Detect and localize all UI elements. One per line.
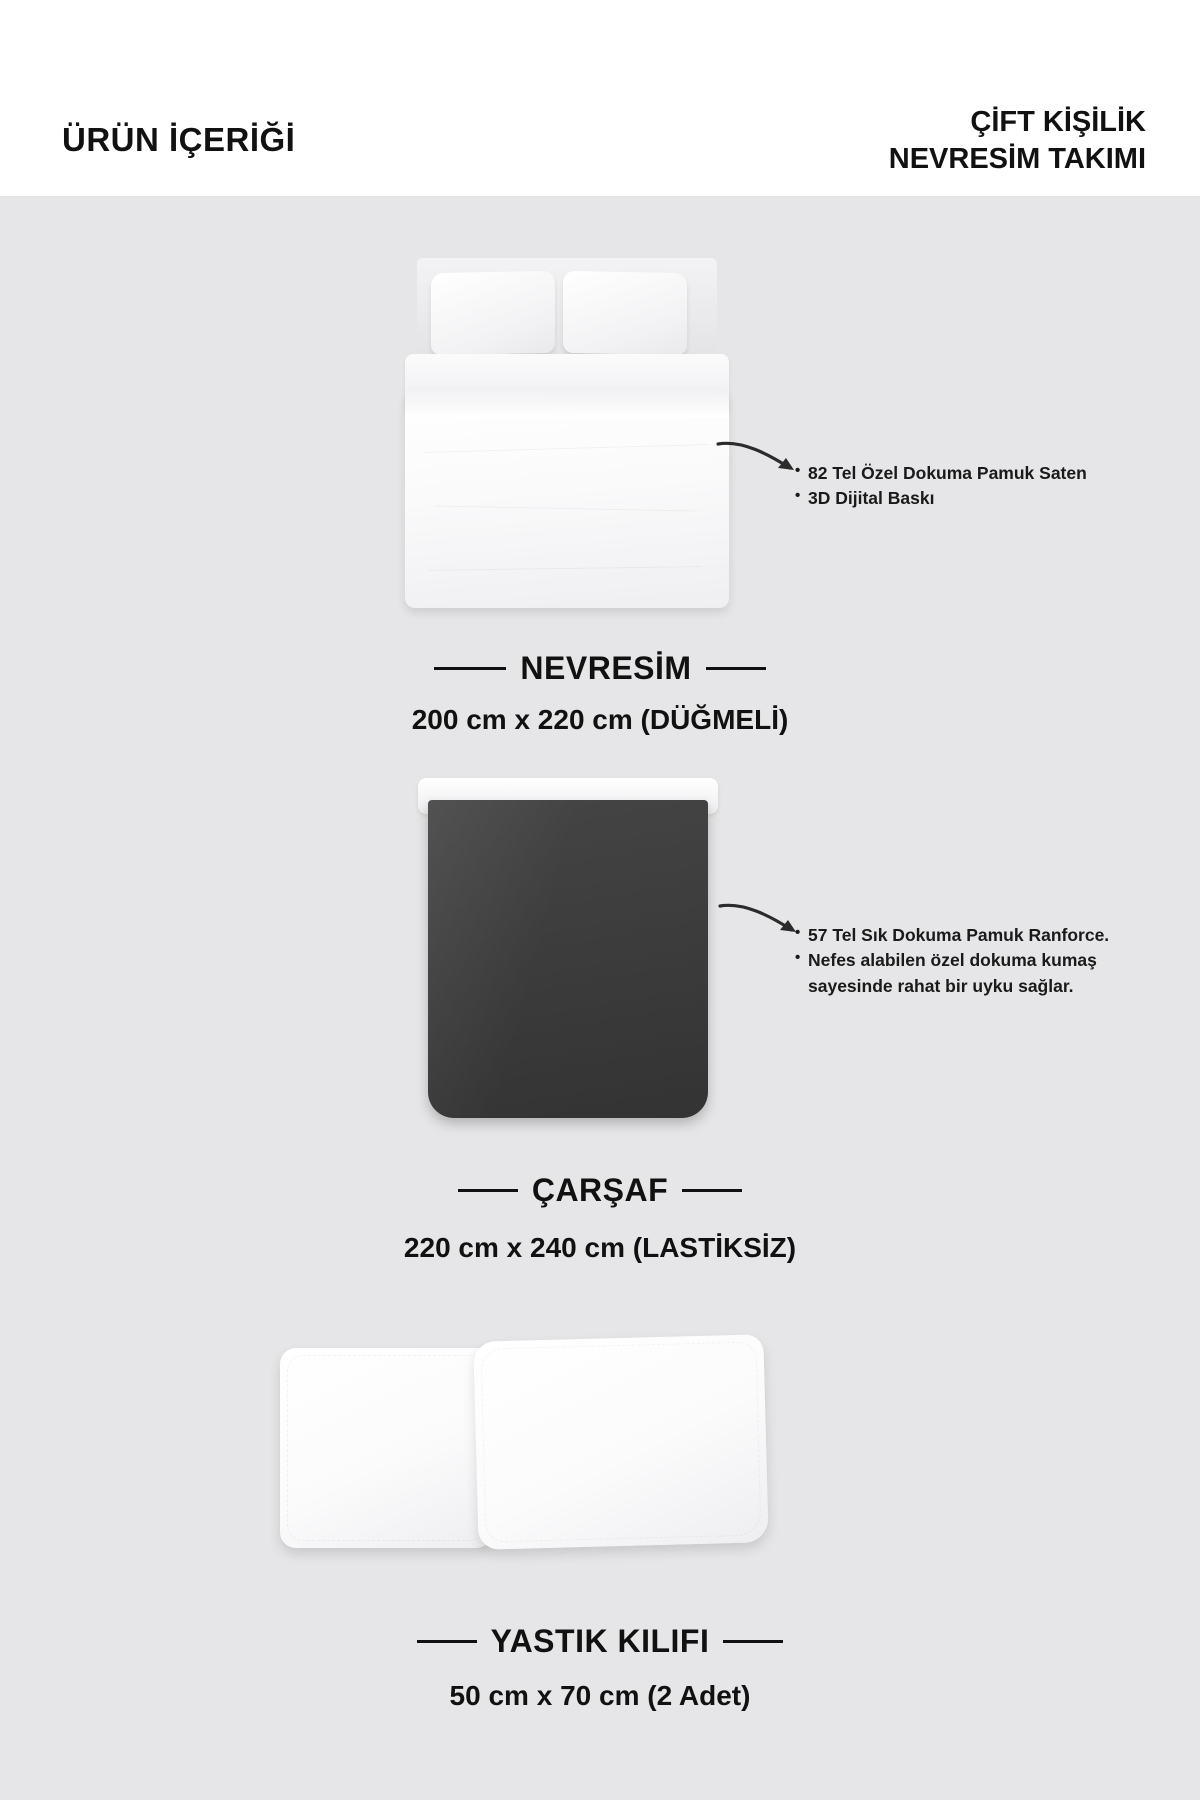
section-size-yastik: 50 cm x 70 cm (2 Adet) <box>449 1680 751 1711</box>
pillowcase-seam <box>481 1341 762 1542</box>
pillowcase-front <box>473 1334 768 1550</box>
duvet-cover-illustration <box>405 258 740 658</box>
pillowcase-back <box>280 1348 492 1548</box>
sheet-fabric-highlight <box>428 800 708 1118</box>
section-title-text: YASTIK KILIFI <box>490 1623 710 1659</box>
section-title-nevresim <box>0 650 1200 687</box>
section-size-carsaf: 220 cm x 240 cm (LASTİKSİZ) <box>403 1232 797 1263</box>
bed-pillow-left <box>431 271 555 356</box>
callout-duvet-line-1: • 82 Tel Özel Dokuma Pamuk Saten <box>795 461 1087 486</box>
rule-left <box>458 1189 518 1192</box>
rule-left <box>417 1640 477 1643</box>
bed-sheet-illustration <box>418 778 718 1138</box>
callout-sheet-line-1: • 57 Tel Sık Dokuma Pamuk Ranforce. <box>795 923 1109 948</box>
page-title: ÜRÜN İÇERİĞİ <box>62 121 296 158</box>
section-title-text: ÇARŞAF <box>531 1172 669 1208</box>
rule-right <box>706 667 766 670</box>
pillowcase-seam <box>287 1355 485 1541</box>
product-type-title <box>889 104 1146 178</box>
product-type-line-2: NEVRESİM TAKIMI <box>888 143 1146 176</box>
callout-arrow-sheet-icon <box>718 900 804 952</box>
section-title-text: NEVRESİM <box>520 650 692 686</box>
header <box>0 0 1200 196</box>
callout-arrow-duvet-icon <box>716 438 802 490</box>
rule-left <box>434 667 506 670</box>
callout-sheet-line-2: • Nefes alabilen özel dokuma kumaş <box>795 948 1109 973</box>
callout-sheet <box>795 923 1109 999</box>
rule-right <box>682 1189 742 1192</box>
product-type-line-1: ÇİFT KİŞİLİK <box>970 106 1146 138</box>
duvet-fold-highlight <box>405 390 729 418</box>
duvet-body <box>405 390 729 608</box>
rule-right <box>723 1640 783 1643</box>
callout-duvet-line-2: • 3D Dijital Baskı <box>795 486 1087 511</box>
bed-pillow-right <box>563 271 687 356</box>
callout-sheet-line-3: sayesinde rahat bir uyku sağlar. <box>808 975 1074 996</box>
section-size-nevresim: 200 cm x 220 cm (DÜĞMELİ) <box>411 704 789 735</box>
pillowcase-illustration <box>280 1320 800 1570</box>
callout-duvet <box>795 461 1087 512</box>
section-title-carsaf <box>0 1172 1200 1209</box>
section-title-yastik <box>0 1623 1200 1660</box>
